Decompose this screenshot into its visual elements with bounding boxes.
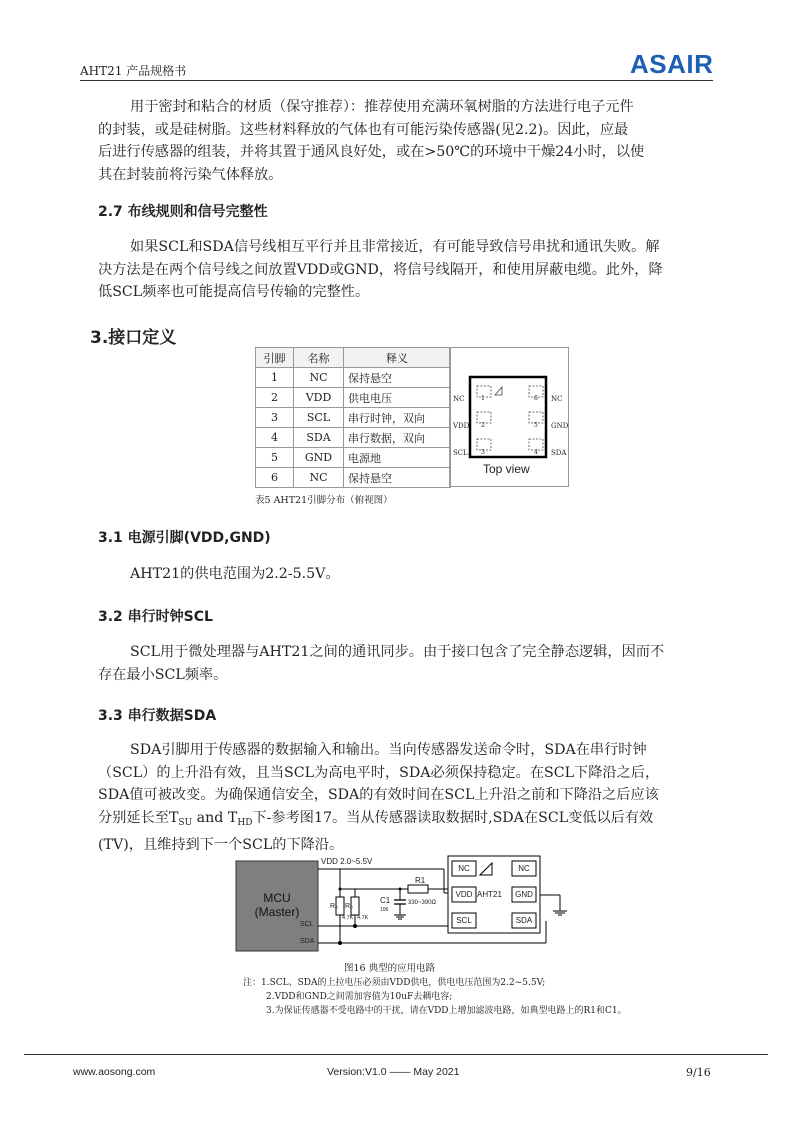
mcu-label: MCU: [263, 891, 291, 905]
table-row: [256, 408, 451, 428]
section-heading-3-3: 3.3 串行数据SDA: [98, 708, 217, 724]
figure-note: 注：1.SCL、SDA的上拉电压必须由VDD供电，供电电压范围为2.2~5.5V;: [243, 978, 546, 988]
table-cell: SCL: [294, 408, 344, 428]
sec-3-2-paragraph: [98, 641, 720, 686]
left-pin-numbers: [481, 385, 485, 466]
table-cell: 保持悬空: [344, 368, 451, 388]
pin-label: SDA: [551, 449, 567, 457]
text-line: [98, 807, 720, 835]
rp1-label: Rₚ: [330, 903, 339, 910]
subscript: HD: [237, 817, 253, 828]
left-pin-labels: [453, 386, 469, 467]
pin-number: 1: [481, 395, 485, 402]
mcu-sublabel: (Master): [254, 905, 300, 919]
sec-3-3-paragraph: [98, 739, 720, 857]
table-cell: 5: [256, 448, 294, 468]
sec-2-7-paragraph: [98, 236, 720, 304]
vdd-label: VDD 2.0~5.5V: [321, 857, 373, 866]
table-header-row: [256, 348, 451, 368]
right-pin-labels: [551, 386, 568, 467]
table-cell: NC: [294, 368, 344, 388]
text-line: AHT21的供电范围为2.2-5.5V。: [130, 566, 340, 582]
pin-number: 2: [481, 422, 485, 429]
chip-pin-label: NC: [518, 864, 530, 873]
rp1-value: 4.7K: [342, 915, 354, 921]
table-cell: 供电电压: [344, 388, 451, 408]
section-heading-3: 3.接口定义: [90, 328, 177, 348]
section-heading-2-7: 2.7 布线规则和信号完整性: [98, 204, 268, 220]
pin-table-wrap: [255, 347, 451, 488]
chip-name: AHT21: [477, 890, 502, 899]
footer-divider: [24, 1054, 768, 1055]
text-line: 的封装，或是硅树脂。这些材料释放的气体也有可能污染传感器(见2.2)。因此，应最: [98, 121, 629, 138]
table-cell: 4: [256, 428, 294, 448]
chip-pin-label: SDA: [515, 916, 533, 925]
chip-pin-label: SCL: [456, 916, 472, 925]
pin-label: NC: [551, 395, 563, 403]
mcu-sda-label: SDA: [300, 938, 315, 945]
subscript: SU: [178, 817, 193, 828]
text-fragment: 分别延长至T: [98, 809, 179, 826]
section-heading-3-1: 3.1 电源引脚(VDD,GND): [98, 530, 271, 546]
mcu-scl-label: SCL: [300, 921, 314, 928]
r1-label: R1: [415, 876, 426, 885]
footer-version: Version:V1.0 —— May 2021: [327, 1066, 460, 1078]
pin-number: 3: [481, 449, 485, 456]
section-heading-3-2: 3.2 串行时钟SCL: [98, 609, 213, 625]
figure-caption: 图16 典型的应用电路: [344, 963, 436, 974]
footer-page-number: 9/16: [686, 1066, 711, 1079]
text-line: 如果SCL和SDA信号线相互平行并且非常接近，有可能导致信号串扰和通讯失败。解: [130, 239, 660, 255]
text-line: SDA引脚用于传感器的数据输入和输出。当向传感器发送命令时，SDA在串行时钟: [130, 742, 647, 758]
pin-label: GND: [551, 422, 569, 430]
table-row: [256, 428, 451, 448]
table-row: [256, 388, 451, 408]
pin-number: 4: [534, 449, 538, 456]
top-view-label: Top view: [483, 462, 530, 476]
right-pin-numbers: [534, 385, 538, 466]
mcu-block: [236, 891, 318, 919]
table-cell: VDD: [294, 388, 344, 408]
figure-note: 3.为保证传感器不受电路中的干扰，请在VDD上增加滤波电路，如典型电路上的R1和C1。: [266, 1006, 627, 1016]
text-line: 存在最小SCL频率。: [98, 666, 228, 683]
text-line: (TV)，且维持到下一个SCL的下降沿。: [98, 837, 344, 853]
rp2-value: 4.7K: [357, 915, 369, 921]
r1-value: 330~390Ω: [408, 900, 437, 906]
top-view-panel: [449, 347, 569, 487]
table-cell: 串行数据，双向: [344, 428, 451, 448]
text-line: 决方法是在两个信号线之间放置VDD或GND，将信号线隔开，和使用屏蔽电缆。此外，降: [98, 261, 663, 278]
sec-3-1-paragraph: [98, 563, 720, 586]
footer-website[interactable]: www.aosong.com: [73, 1066, 156, 1078]
table-cell: 保持悬空: [344, 468, 451, 488]
c1-label: C1: [380, 896, 391, 905]
table-cell: 串行时钟，双向: [344, 408, 451, 428]
pin-number: 6: [534, 395, 538, 402]
text-line: 用于密封和粘合的材质（保守推荐）：推荐使用充满环氧树脂的方法进行电子元件: [130, 99, 634, 115]
table-cell: 6: [256, 468, 294, 488]
table-cell: 电源地: [344, 448, 451, 468]
table-cell: 2: [256, 388, 294, 408]
text-line: 其在封装前将污染气体释放。: [98, 166, 283, 183]
table-row: [256, 448, 451, 468]
rp2-label: Rₚ: [345, 903, 354, 910]
table-row: [256, 468, 451, 488]
brand-logo: ASAIR: [630, 49, 714, 79]
pin-label: NC: [453, 395, 465, 403]
pin-number: 5: [534, 422, 538, 429]
table-caption: 表5 AHT21引脚分布（俯视图）: [255, 495, 393, 506]
text-line: SDA值可被改变。为确保通信安全，SDA的有效时间在SCL上升沿之前和下降沿之后应该: [98, 787, 659, 803]
text-line: （SCL）的上升沿有效，且当SCL为高电平时，SDA必须保持稳定。在SCL下降沿之后，: [98, 764, 660, 781]
table-cell: NC: [294, 468, 344, 488]
table-cell: 1: [256, 368, 294, 388]
chip-pin-label: VDD: [455, 890, 473, 899]
table-cell: SDA: [294, 428, 344, 448]
pin-label: VDD: [453, 422, 470, 430]
table-header: 名称: [294, 348, 344, 368]
text-line: 低SCL频率也可能提高信号传输的完整性。: [98, 284, 370, 300]
c1-value: 106: [380, 907, 389, 913]
text-line: SCL用于微处理器与AHT21之间的通讯同步。由于接口包含了完全静态逻辑，因而不: [130, 644, 665, 660]
text-line: 后进行传感器的组装，并将其置于通风良好处，或在>50℃的环境中干燥24小时，以使: [98, 144, 645, 160]
text-fragment: and T: [192, 809, 238, 826]
pin-label: SCL: [453, 449, 468, 457]
table-cell: 3: [256, 408, 294, 428]
header-divider: [80, 80, 713, 81]
chip-pin-label: GND: [515, 890, 533, 899]
application-circuit: [230, 853, 570, 958]
table-header: 引脚: [256, 348, 294, 368]
table-row: [256, 368, 451, 388]
intro-paragraph: [98, 96, 720, 186]
table-header: 释义: [344, 348, 451, 368]
figure-note: 2.VDD和GND之间需加容值为10uF去耦电容;: [266, 992, 453, 1002]
table-cell: GND: [294, 448, 344, 468]
pin-table: [255, 347, 451, 488]
text-fragment: 下-参考图17。当从传感器读取数据时,SDA在SCL变低以后有效: [252, 809, 654, 826]
header-doc-title: AHT21 产品规格书: [80, 64, 187, 78]
chip-pin-label: NC: [458, 864, 470, 873]
